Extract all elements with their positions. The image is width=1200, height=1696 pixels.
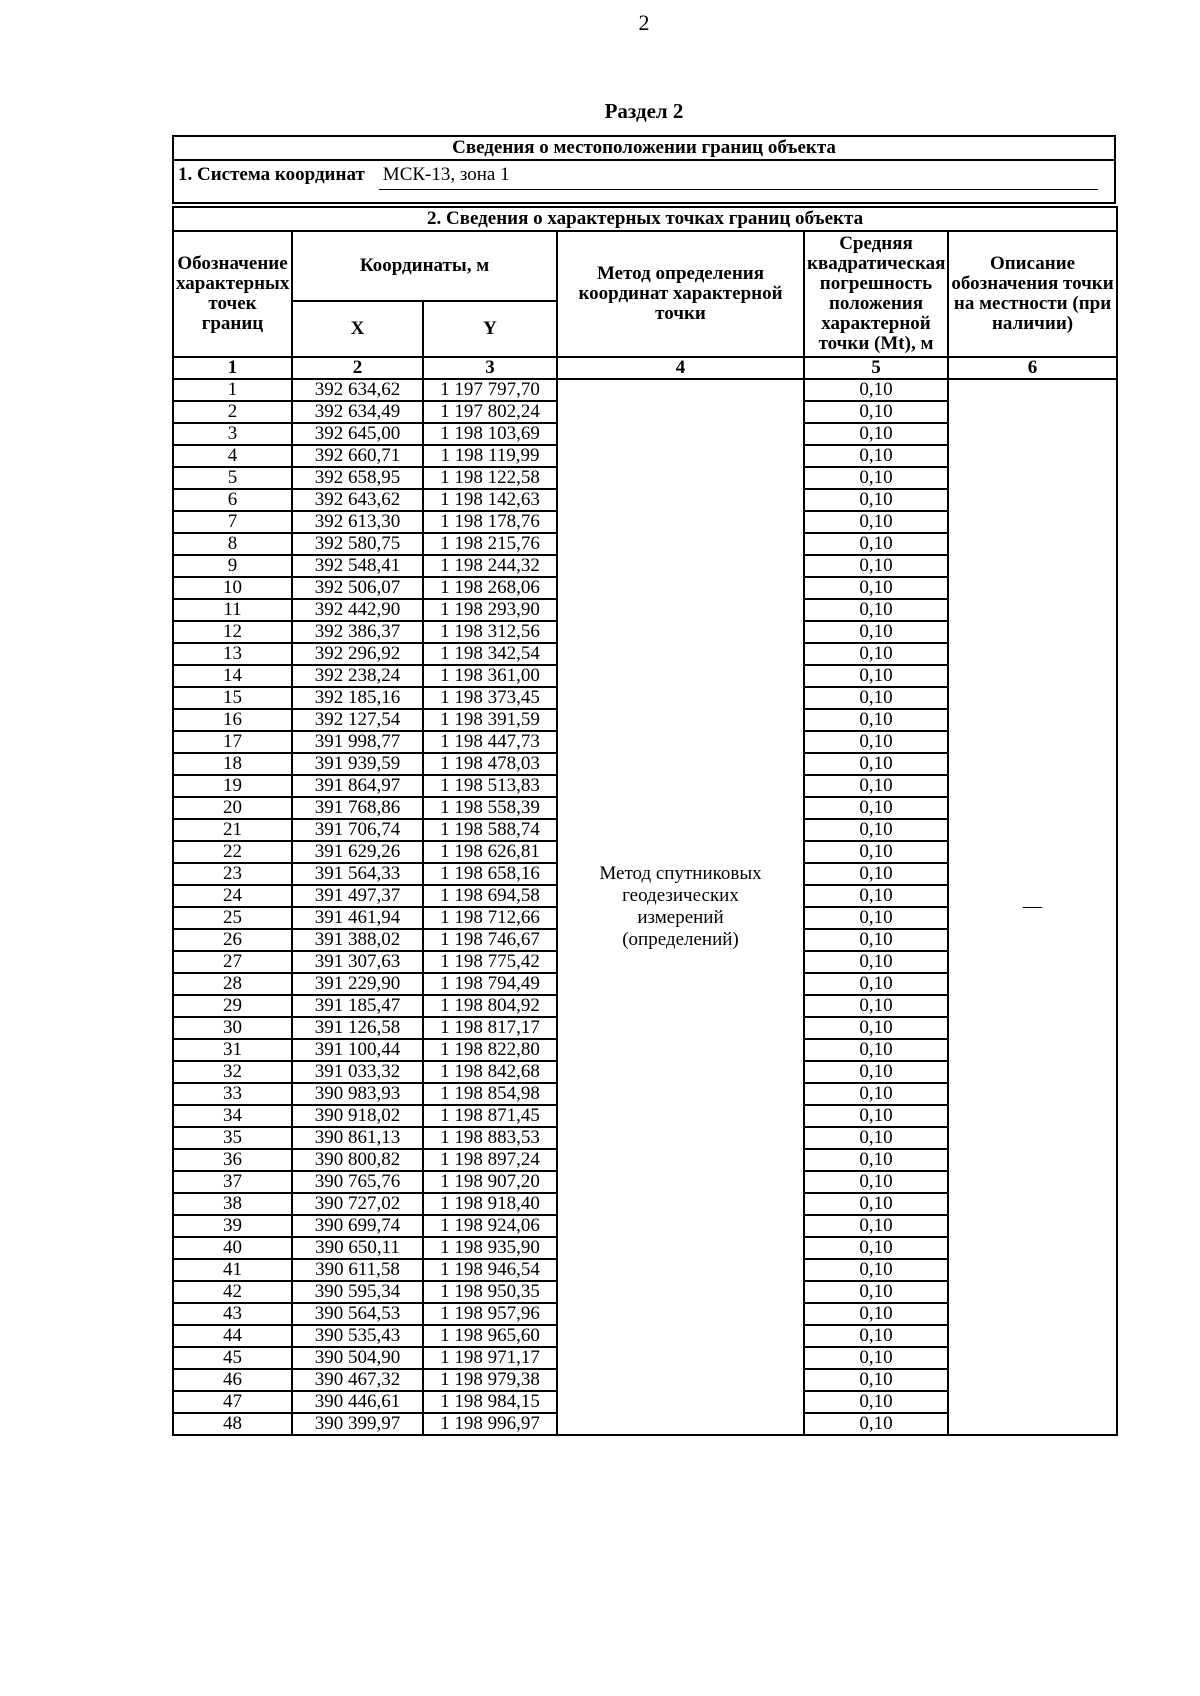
- x-coordinate-cell: 392 296,92: [292, 643, 423, 665]
- y-coordinate-cell: 1 198 342,54: [423, 643, 557, 665]
- y-coordinate-cell: 1 198 268,06: [423, 577, 557, 599]
- point-number-cell: 34: [173, 1105, 292, 1127]
- section-title: Раздел 2: [604, 99, 684, 123]
- point-number-cell: 13: [173, 643, 292, 665]
- y-coordinate-cell: 1 198 979,38: [423, 1369, 557, 1391]
- y-coordinate-cell: 1 197 802,24: [423, 401, 557, 423]
- x-coordinate-cell: 392 634,62: [292, 379, 423, 401]
- point-number-cell: 43: [173, 1303, 292, 1325]
- point-number-cell: 28: [173, 973, 292, 995]
- x-coordinate-cell: 391 864,97: [292, 775, 423, 797]
- x-coordinate-cell: 391 100,44: [292, 1039, 423, 1061]
- mt-error-cell: 0,10: [804, 599, 948, 621]
- y-coordinate-cell: 1 198 984,15: [423, 1391, 557, 1413]
- mt-error-cell: 0,10: [804, 1017, 948, 1039]
- mt-error-cell: 0,10: [804, 511, 948, 533]
- mt-error-cell: 0,10: [804, 1413, 948, 1435]
- point-number-cell: 24: [173, 885, 292, 907]
- mt-error-cell: 0,10: [804, 1325, 948, 1347]
- point-number-cell: 33: [173, 1083, 292, 1105]
- mt-error-cell: 0,10: [804, 1149, 948, 1171]
- y-coordinate-cell: 1 198 103,69: [423, 423, 557, 445]
- mt-error-cell: 0,10: [804, 555, 948, 577]
- mt-error-cell: 0,10: [804, 1039, 948, 1061]
- mt-error-cell: 0,10: [804, 489, 948, 511]
- point-number-cell: 20: [173, 797, 292, 819]
- point-number-cell: 1: [173, 379, 292, 401]
- y-coordinate-cell: 1 198 447,73: [423, 731, 557, 753]
- mt-error-cell: 0,10: [804, 973, 948, 995]
- column-number: 1: [173, 357, 292, 379]
- point-number-cell: 21: [173, 819, 292, 841]
- x-coordinate-cell: 392 442,90: [292, 599, 423, 621]
- y-coordinate-cell: 1 198 712,66: [423, 907, 557, 929]
- x-coordinate-cell: 390 861,13: [292, 1127, 423, 1149]
- mt-error-cell: 0,10: [804, 1347, 948, 1369]
- point-number-cell: 10: [173, 577, 292, 599]
- mt-error-cell: 0,10: [804, 863, 948, 885]
- mt-error-cell: 0,10: [804, 577, 948, 599]
- point-number-cell: 3: [173, 423, 292, 445]
- x-coordinate-cell: 392 386,37: [292, 621, 423, 643]
- x-coordinate-cell: 391 307,63: [292, 951, 423, 973]
- header-coordinates: Координаты, м: [292, 231, 557, 301]
- column-number: 6: [948, 357, 1117, 379]
- y-coordinate-cell: 1 198 971,17: [423, 1347, 557, 1369]
- x-coordinate-cell: 390 467,32: [292, 1369, 423, 1391]
- y-coordinate-cell: 1 198 478,03: [423, 753, 557, 775]
- point-number-cell: 46: [173, 1369, 292, 1391]
- x-coordinate-cell: 392 548,41: [292, 555, 423, 577]
- point-number-cell: 23: [173, 863, 292, 885]
- y-coordinate-cell: 1 198 361,00: [423, 665, 557, 687]
- mt-error-cell: 0,10: [804, 1391, 948, 1413]
- x-coordinate-cell: 391 388,02: [292, 929, 423, 951]
- point-number-cell: 12: [173, 621, 292, 643]
- x-coordinate-cell: 391 126,58: [292, 1017, 423, 1039]
- y-coordinate-cell: 1 198 918,40: [423, 1193, 557, 1215]
- y-coordinate-cell: 1 198 907,20: [423, 1171, 557, 1193]
- point-number-cell: 48: [173, 1413, 292, 1435]
- y-coordinate-cell: 1 198 558,39: [423, 797, 557, 819]
- mt-error-cell: 0,10: [804, 731, 948, 753]
- x-coordinate-cell: 390 611,58: [292, 1259, 423, 1281]
- y-coordinate-cell: 1 198 817,17: [423, 1017, 557, 1039]
- point-number-cell: 41: [173, 1259, 292, 1281]
- mt-error-cell: 0,10: [804, 819, 948, 841]
- y-coordinate-cell: 1 198 822,80: [423, 1039, 557, 1061]
- x-coordinate-cell: 390 399,97: [292, 1413, 423, 1435]
- y-coordinate-cell: 1 198 373,45: [423, 687, 557, 709]
- header-x: X: [292, 301, 423, 357]
- point-number-cell: 40: [173, 1237, 292, 1259]
- y-coordinate-cell: 1 198 142,63: [423, 489, 557, 511]
- coordinate-system-label: 1. Система координат: [178, 164, 365, 185]
- y-coordinate-cell: 1 198 312,56: [423, 621, 557, 643]
- header-y: Y: [423, 301, 557, 357]
- points-table: [172, 206, 1118, 1436]
- mt-error-cell: 0,10: [804, 467, 948, 489]
- column-numbers-row: [173, 357, 1117, 379]
- y-coordinate-cell: 1 198 883,53: [423, 1127, 557, 1149]
- header-description: Описание обозначения точки на местности (при наличии): [948, 231, 1117, 357]
- x-coordinate-cell: 390 504,90: [292, 1347, 423, 1369]
- x-coordinate-cell: 391 768,86: [292, 797, 423, 819]
- y-coordinate-cell: 1 197 797,70: [423, 379, 557, 401]
- point-number-cell: 27: [173, 951, 292, 973]
- mt-error-cell: 0,10: [804, 1369, 948, 1391]
- column-number: 3: [423, 357, 557, 379]
- point-number-cell: 11: [173, 599, 292, 621]
- y-coordinate-cell: 1 198 957,96: [423, 1303, 557, 1325]
- x-coordinate-cell: 392 643,62: [292, 489, 423, 511]
- y-coordinate-cell: 1 198 854,98: [423, 1083, 557, 1105]
- points-table-title: 2. Сведения о характерных точках границ объекта: [173, 207, 1117, 231]
- mt-error-cell: 0,10: [804, 1281, 948, 1303]
- point-number-cell: 32: [173, 1061, 292, 1083]
- point-number-cell: 6: [173, 489, 292, 511]
- column-number: 2: [292, 357, 423, 379]
- points-table-body: [173, 379, 1117, 1435]
- y-coordinate-cell: 1 198 871,45: [423, 1105, 557, 1127]
- x-coordinate-cell: 390 699,74: [292, 1215, 423, 1237]
- point-number-cell: 26: [173, 929, 292, 951]
- x-coordinate-cell: 392 660,71: [292, 445, 423, 467]
- mt-error-cell: 0,10: [804, 643, 948, 665]
- x-coordinate-cell: 390 983,93: [292, 1083, 423, 1105]
- y-coordinate-cell: 1 198 244,32: [423, 555, 557, 577]
- mt-error-cell: 0,10: [804, 1083, 948, 1105]
- x-coordinate-cell: 391 497,37: [292, 885, 423, 907]
- point-number-cell: 25: [173, 907, 292, 929]
- y-coordinate-cell: 1 198 842,68: [423, 1061, 557, 1083]
- point-number-cell: 37: [173, 1171, 292, 1193]
- point-number-cell: 30: [173, 1017, 292, 1039]
- y-coordinate-cell: 1 198 588,74: [423, 819, 557, 841]
- x-coordinate-cell: 390 564,53: [292, 1303, 423, 1325]
- point-number-cell: 45: [173, 1347, 292, 1369]
- point-number-cell: 18: [173, 753, 292, 775]
- mt-error-cell: 0,10: [804, 1237, 948, 1259]
- x-coordinate-cell: 391 998,77: [292, 731, 423, 753]
- y-coordinate-cell: 1 198 215,76: [423, 533, 557, 555]
- point-number-cell: 35: [173, 1127, 292, 1149]
- x-coordinate-cell: 391 564,33: [292, 863, 423, 885]
- point-number-cell: 39: [173, 1215, 292, 1237]
- point-number-cell: 15: [173, 687, 292, 709]
- x-coordinate-cell: 391 629,26: [292, 841, 423, 863]
- x-coordinate-cell: 390 535,43: [292, 1325, 423, 1347]
- column-number: 5: [804, 357, 948, 379]
- x-coordinate-cell: 392 238,24: [292, 665, 423, 687]
- mt-error-cell: 0,10: [804, 1193, 948, 1215]
- column-number: 4: [557, 357, 804, 379]
- x-coordinate-cell: 392 506,07: [292, 577, 423, 599]
- point-number-cell: 2: [173, 401, 292, 423]
- y-coordinate-cell: 1 198 658,16: [423, 863, 557, 885]
- header-method: Метод определения координат характерной точки: [557, 231, 804, 357]
- mt-error-cell: 0,10: [804, 445, 948, 467]
- point-number-cell: 19: [173, 775, 292, 797]
- point-number-cell: 44: [173, 1325, 292, 1347]
- mt-error-cell: 0,10: [804, 907, 948, 929]
- y-coordinate-cell: 1 198 950,35: [423, 1281, 557, 1303]
- point-number-cell: 31: [173, 1039, 292, 1061]
- y-coordinate-cell: 1 198 119,99: [423, 445, 557, 467]
- method-cell: Метод спутниковых геодезических измерений (определений): [557, 379, 804, 1435]
- y-coordinate-cell: 1 198 794,49: [423, 973, 557, 995]
- point-number-cell: 16: [173, 709, 292, 731]
- mt-error-cell: 0,10: [804, 1215, 948, 1237]
- y-coordinate-cell: 1 198 897,24: [423, 1149, 557, 1171]
- point-number-cell: 36: [173, 1149, 292, 1171]
- x-coordinate-cell: 391 185,47: [292, 995, 423, 1017]
- mt-error-cell: 0,10: [804, 995, 948, 1017]
- mt-error-cell: 0,10: [804, 1171, 948, 1193]
- x-coordinate-cell: 391 229,90: [292, 973, 423, 995]
- location-table-title: Сведения о местоположении границ объекта: [173, 136, 1115, 160]
- y-coordinate-cell: 1 198 965,60: [423, 1325, 557, 1347]
- y-coordinate-cell: 1 198 775,42: [423, 951, 557, 973]
- y-coordinate-cell: 1 198 996,97: [423, 1413, 557, 1435]
- mt-error-cell: 0,10: [804, 379, 948, 401]
- y-coordinate-cell: 1 198 746,67: [423, 929, 557, 951]
- x-coordinate-cell: 390 765,76: [292, 1171, 423, 1193]
- x-coordinate-cell: 390 727,02: [292, 1193, 423, 1215]
- x-coordinate-cell: 391 706,74: [292, 819, 423, 841]
- y-coordinate-cell: 1 198 626,81: [423, 841, 557, 863]
- y-coordinate-cell: 1 198 694,58: [423, 885, 557, 907]
- y-coordinate-cell: 1 198 946,54: [423, 1259, 557, 1281]
- point-number-cell: 14: [173, 665, 292, 687]
- y-coordinate-cell: 1 198 293,90: [423, 599, 557, 621]
- mt-error-cell: 0,10: [804, 709, 948, 731]
- coordinate-system-row: [173, 160, 1115, 203]
- mt-error-cell: 0,10: [804, 885, 948, 907]
- mt-error-cell: 0,10: [804, 1105, 948, 1127]
- mt-error-cell: 0,10: [804, 1303, 948, 1325]
- point-number-cell: 17: [173, 731, 292, 753]
- mt-error-cell: 0,10: [804, 423, 948, 445]
- mt-error-cell: 0,10: [804, 621, 948, 643]
- y-coordinate-cell: 1 198 122,58: [423, 467, 557, 489]
- coordinate-system-value: МСК-13, зона 1: [379, 164, 1098, 190]
- x-coordinate-cell: 392 127,54: [292, 709, 423, 731]
- y-coordinate-cell: 1 198 924,06: [423, 1215, 557, 1237]
- point-number-cell: 29: [173, 995, 292, 1017]
- point-number-cell: 47: [173, 1391, 292, 1413]
- x-coordinate-cell: 391 461,94: [292, 907, 423, 929]
- x-coordinate-cell: 392 645,00: [292, 423, 423, 445]
- mt-error-cell: 0,10: [804, 929, 948, 951]
- point-number-cell: 22: [173, 841, 292, 863]
- y-coordinate-cell: 1 198 391,59: [423, 709, 557, 731]
- point-number-cell: 5: [173, 467, 292, 489]
- location-table: [172, 135, 1116, 204]
- x-coordinate-cell: 392 185,16: [292, 687, 423, 709]
- mt-error-cell: 0,10: [804, 1061, 948, 1083]
- y-coordinate-cell: 1 198 178,76: [423, 511, 557, 533]
- page-number: 2: [638, 10, 650, 35]
- point-number-cell: 42: [173, 1281, 292, 1303]
- x-coordinate-cell: 390 446,61: [292, 1391, 423, 1413]
- mt-error-cell: 0,10: [804, 687, 948, 709]
- header-error: Средняя квадратическая погрешность положения характерной точки (Mt), м: [804, 231, 948, 357]
- y-coordinate-cell: 1 198 935,90: [423, 1237, 557, 1259]
- header-point-designation: Обозначение характерных точек границ: [173, 231, 292, 357]
- mt-error-cell: 0,10: [804, 797, 948, 819]
- mt-error-cell: 0,10: [804, 1259, 948, 1281]
- mt-error-cell: 0,10: [804, 753, 948, 775]
- x-coordinate-cell: 390 650,11: [292, 1237, 423, 1259]
- x-coordinate-cell: 391 939,59: [292, 753, 423, 775]
- x-coordinate-cell: 392 658,95: [292, 467, 423, 489]
- mt-error-cell: 0,10: [804, 951, 948, 973]
- point-number-cell: 4: [173, 445, 292, 467]
- mt-error-cell: 0,10: [804, 401, 948, 423]
- point-number-cell: 7: [173, 511, 292, 533]
- x-coordinate-cell: 392 580,75: [292, 533, 423, 555]
- mt-error-cell: 0,10: [804, 665, 948, 687]
- x-coordinate-cell: 392 613,30: [292, 511, 423, 533]
- mt-error-cell: 0,10: [804, 1127, 948, 1149]
- x-coordinate-cell: 391 033,32: [292, 1061, 423, 1083]
- y-coordinate-cell: 1 198 513,83: [423, 775, 557, 797]
- x-coordinate-cell: 390 800,82: [292, 1149, 423, 1171]
- mt-error-cell: 0,10: [804, 775, 948, 797]
- mt-error-cell: 0,10: [804, 533, 948, 555]
- mt-error-cell: 0,10: [804, 841, 948, 863]
- point-number-cell: 8: [173, 533, 292, 555]
- point-number-cell: 38: [173, 1193, 292, 1215]
- x-coordinate-cell: 392 634,49: [292, 401, 423, 423]
- x-coordinate-cell: 390 918,02: [292, 1105, 423, 1127]
- x-coordinate-cell: 390 595,34: [292, 1281, 423, 1303]
- y-coordinate-cell: 1 198 804,92: [423, 995, 557, 1017]
- table-row: [173, 379, 1117, 401]
- description-cell: —: [948, 379, 1117, 1435]
- point-number-cell: 9: [173, 555, 292, 577]
